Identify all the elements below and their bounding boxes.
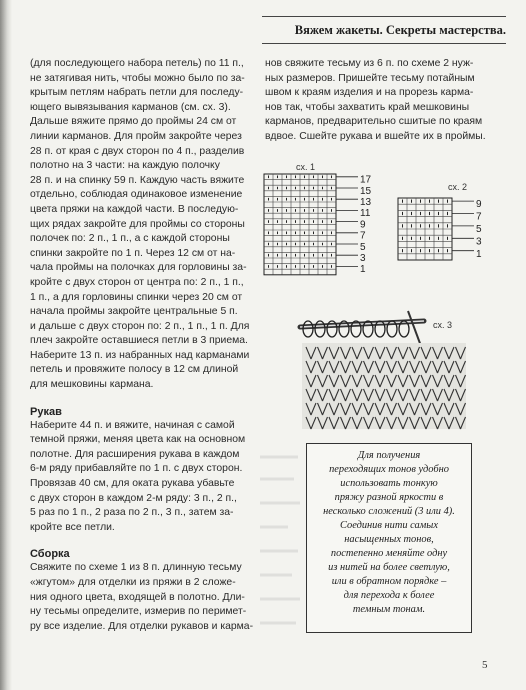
text-line: Свяжите по схеме 1 из 8 п. длинную тесьму (30, 562, 242, 574)
text-line: 5 раз по 1 п., 2 раза по 2 п., 3 п., затем за- (30, 507, 234, 519)
text-line: нов свяжите тесьму из 6 п. по схеме 2 нуж- (265, 58, 474, 69)
paragraph-intro (30, 57, 248, 393)
row-number: 15 (360, 185, 372, 197)
text-line: «жгутом» для отделки из пряжи в 2 сложе- (30, 577, 236, 588)
callout-line: использовать тонкую (340, 478, 438, 489)
callout-line: переходящих тонов удобно (329, 464, 449, 475)
callout-line: для перехода к более (343, 590, 435, 601)
row-number: 9 (360, 219, 366, 231)
callout-line: пряжу разной яркости в (334, 492, 444, 503)
row-number: 9 (476, 199, 482, 211)
row-number: 5 (476, 224, 482, 235)
scheme2-label: сх. 2 (448, 182, 468, 192)
text-line: петель и провяжите полосу в 12 см длиной (30, 364, 239, 376)
text-line: щих рядах закройте для проймы со стороны (30, 218, 245, 230)
tip-callout (306, 443, 472, 633)
running-header (262, 16, 506, 44)
text-line: 6-м ряду прибавляйте по 1 п. с двух сторон. (30, 463, 243, 475)
page-number: 5 (482, 659, 488, 671)
scheme1-chart (262, 172, 374, 278)
text-line: для мешковины кармана. (30, 379, 154, 391)
scheme3-illustration (296, 307, 472, 433)
text-line: крытым петлям набрать петли для последу- (30, 87, 244, 99)
row-number: 13 (360, 197, 372, 208)
scheme1-label: сх. 1 (296, 162, 316, 172)
scheme3-label: сх. 3 (433, 320, 453, 330)
text-line: полочек по: 2 п., 1 п., а с каждой стороны (30, 233, 230, 245)
row-number: 7 (360, 230, 366, 242)
text-line: и дальше с двух сторон по: 2 п., 1 п., 1 п. Для (30, 320, 250, 332)
paragraph-assembly (30, 561, 254, 634)
text-line: 28 п. от края с двух сторон по 4 п., разделив (30, 145, 245, 157)
right-column (265, 57, 491, 145)
text-line: полотно на 3 части: на каждую полочку (30, 160, 220, 172)
paragraph-finishing (265, 57, 491, 145)
text-line: чала проймы на полочках для горловины за- (30, 262, 247, 274)
callout-line: несколько сложений (3 или 4). (323, 506, 455, 517)
text-line: спинки закройте по 1 п. Через 12 см от на- (30, 247, 236, 259)
text-line: ния одного цвета, входящей в полотно. Дли- (30, 591, 245, 603)
text-line: ных размеров. Пришейте тесьму потайным (265, 72, 475, 84)
row-number: 5 (360, 241, 366, 253)
paragraph-sleeve (30, 419, 248, 536)
bleed-through-marks (258, 445, 304, 635)
callout-line: или в обратном порядке – (331, 576, 447, 587)
header-title: Вяжем жакеты. Секреты мастерства. (294, 22, 506, 37)
row-number: 17 (360, 174, 372, 186)
text-line: плеч закройте оставшиеся петли в 3 приема. (30, 335, 248, 347)
text-line: Наберите 44 п. и вяжите, начиная с самой (30, 419, 235, 431)
text-line: отдельно, соблюдая одинаковое изменение (30, 189, 243, 201)
needle-loop (315, 321, 325, 337)
bleed-through-texture (258, 445, 304, 635)
text-line: Дальше вяжите прямо до проймы 24 см от (30, 116, 237, 128)
callout-line: Соединив нити самых (340, 520, 438, 531)
knitted-fabric (302, 343, 466, 429)
text-line: не затягивая нить, чтобы можно было по за- (30, 72, 245, 84)
callout-line: темным тонам. (352, 604, 426, 615)
text-line: темной пряжи, меняя цвета как на основном (30, 434, 246, 446)
section-title-sleeve: Рукав (30, 405, 62, 418)
text-line: швом к краям изделия и на прорезь карма- (265, 87, 474, 99)
text-line: начала проймы закройте центральные 5 п. (30, 306, 238, 318)
row-number: 1 (360, 264, 366, 276)
text-line: 28 п. и на спинку 59 п. Каждую часть вяжите (30, 174, 245, 186)
row-number: 3 (476, 236, 482, 248)
text-line: (для последующего набора петель) по 11 п., (30, 58, 244, 69)
callout-line: из нитей на более светлую, (328, 562, 450, 573)
scheme2-chart (396, 196, 486, 264)
text-line: ру все изделие. Для отделки рукавов и карма- (30, 620, 254, 632)
text-line: вдвое. Сшейте рукава и вшейте их в проймы. (265, 130, 486, 142)
section-title-assembly: Сборка (30, 548, 70, 561)
text-line: 1 п., а для горловины спинки через 20 см от (30, 291, 243, 303)
row-number: 3 (360, 253, 366, 264)
row-number: 11 (360, 208, 371, 220)
text-line: кройте все петли. (30, 521, 115, 533)
text-line: Провязав 40 см, для оката рукава убавьте (30, 478, 235, 490)
callout-line: Для получения (357, 450, 421, 461)
text-line: с двух сторон в каждом 2-м ряду: 3 п., 2 п., (30, 492, 237, 504)
left-column (30, 57, 254, 634)
text-line: полотне. Для расширения рукава в каждом (30, 448, 240, 460)
page-gutter-shadow (0, 0, 12, 690)
text-line: кройте с двух сторон от центра по: 2 п., 1 п., (30, 276, 244, 288)
text-line: ющего вывязывания карманов (см. сх. 3). (30, 101, 231, 113)
callout-line: постепенно меняйте одну (330, 548, 448, 559)
text-line: ну тесьмы определите, измерив по перимет- (30, 606, 247, 618)
text-line: Наберите 13 п. из набранных над карманами (30, 349, 250, 361)
text-line: нов так, чтобы захватить край мешковины (265, 101, 470, 113)
text-line: цвета пряжи на каждой части. В последую- (30, 203, 239, 215)
callout-line: насыщенных тонов, (344, 534, 434, 545)
row-number: 7 (476, 211, 482, 223)
row-number: 1 (476, 248, 482, 260)
text-line: линии карманов. Для пройм закройте через (30, 130, 242, 142)
text-line: карманов, предварительно сшитые по краям (265, 116, 483, 128)
